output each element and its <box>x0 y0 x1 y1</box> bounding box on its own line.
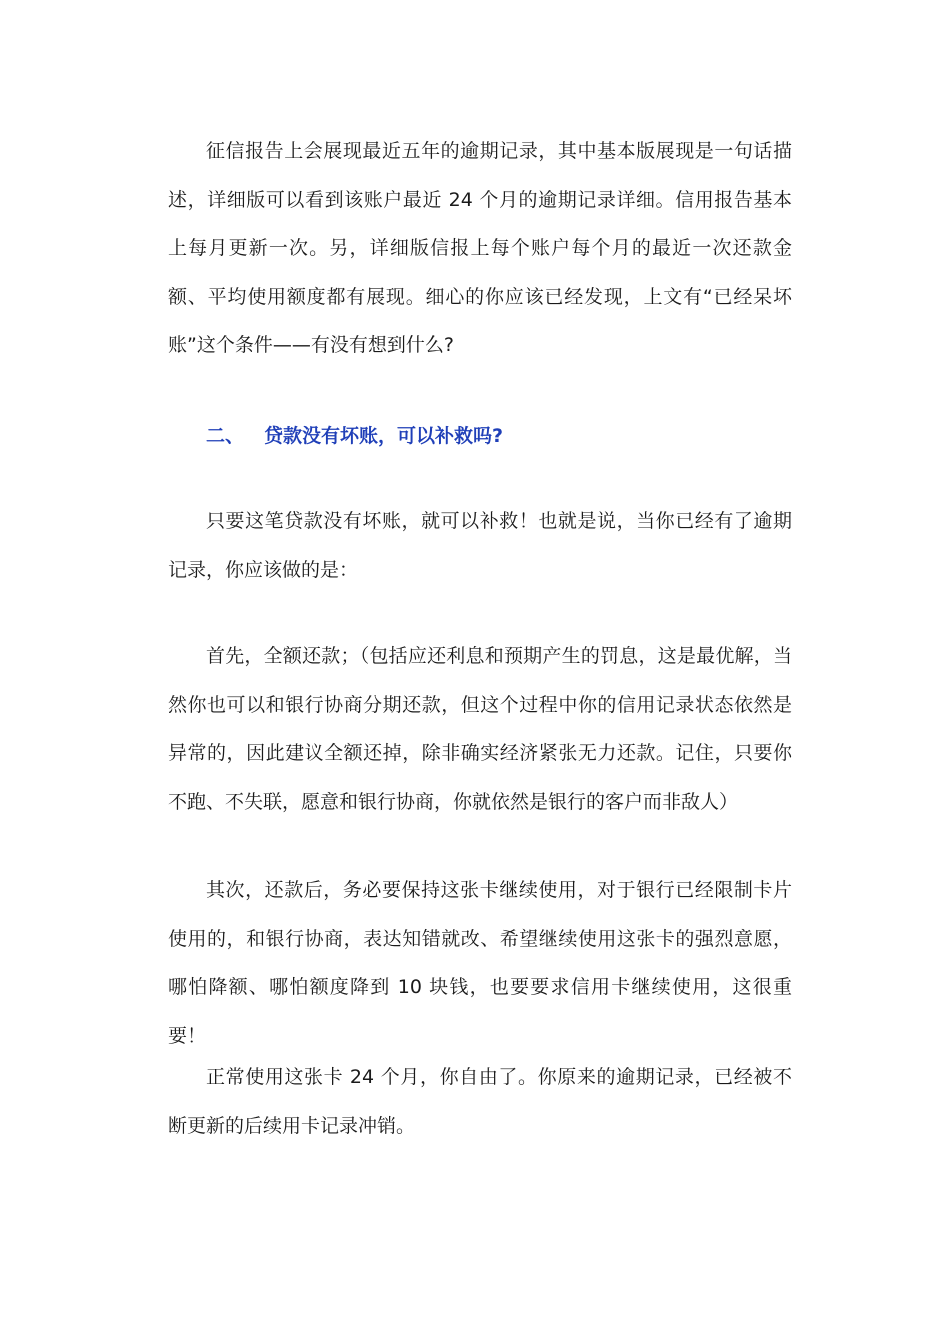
section-heading-number: 二、 <box>206 425 245 447</box>
paragraph-remedy-intro: 只要这笔贷款没有坏账，就可以补救！也就是说，当你已经有了逾期记录，你应该做的是： <box>168 510 792 581</box>
paragraph-conclusion: 正常使用这张卡 24 个月，你自由了。你原来的逾期记录，已经被不断更新的后续用卡记录冲销。 <box>168 1066 792 1137</box>
paragraph-credit-report-overdue: 征信报告上会展现最近五年的逾期记录，其中基本版展现是一句话描述，详细版可以看到该账户最近 24 个月的逾期记录详细。信用报告基本上每月更新一次。另，详细版信报上每个账户每个月的最近一次还款金额、平均使用额度都有展现。细心的你应该已经发现，上文有“已经呆坏账”这个条件——有没有想到什么? <box>168 140 792 356</box>
paragraph-step-keep-using-card: 其次，还款后，务必要保持这张卡继续使用，对于银行已经限制卡片使用的，和银行协商，表达知错就改、希望继续使用这张卡的强烈意愿，哪怕降额、哪怕额度降到 10 块钱，也要要求信用卡继续使用，这很重要！ <box>168 879 792 1047</box>
paragraph-step-full-repayment: 首先，全额还款；（包括应还利息和预期产生的罚息，这是最优解，当然你也可以和银行协商分期还款，但这个过程中你的信用记录状态依然是异常的，因此建议全额还掉，除非确实经济紧张无力还款。记住，只要你不跑、不失联，愿意和银行协商，你就依然是银行的客户而非敌人） <box>168 645 792 813</box>
section-heading <box>206 412 503 460</box>
section-heading-title: 贷款没有坏账，可以补救吗? <box>264 425 504 447</box>
